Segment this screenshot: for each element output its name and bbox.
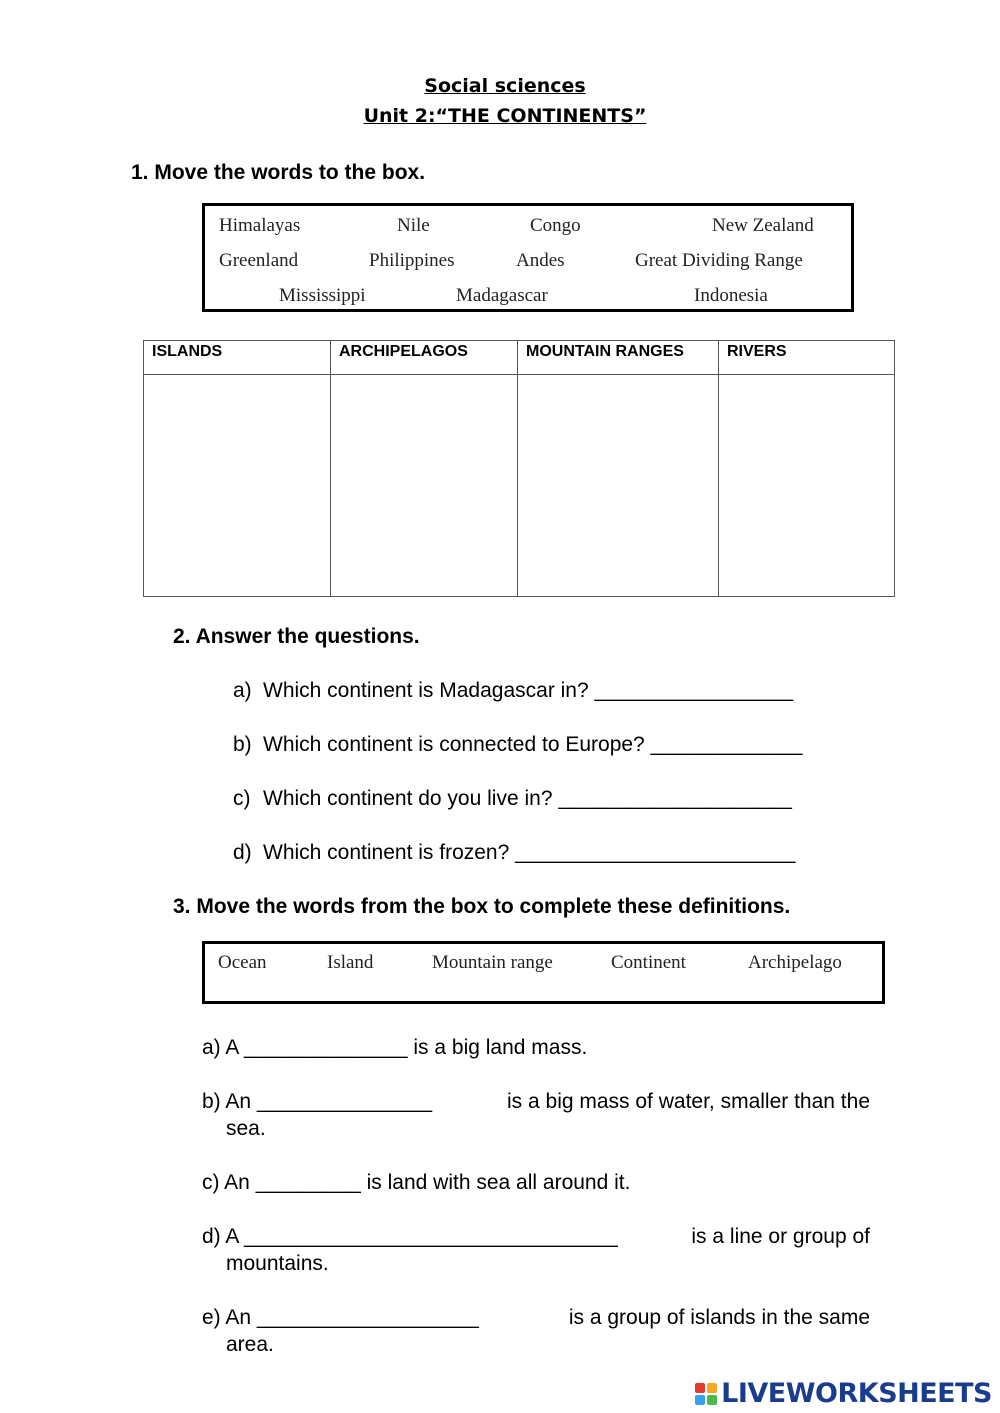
word-mississippi[interactable]: Mississippi xyxy=(279,285,366,306)
word-andes[interactable]: Andes xyxy=(516,250,565,271)
question-label: b) xyxy=(233,733,252,756)
word-archipelago[interactable]: Archipelago xyxy=(748,952,842,973)
word-nile[interactable]: Nile xyxy=(397,215,430,236)
definition-line xyxy=(202,1304,870,1331)
section1-heading: 1. Move the words to the box. xyxy=(131,161,426,184)
definition-continuation: area. xyxy=(226,1333,274,1356)
definition-blank: b) An _______________ xyxy=(202,1090,433,1113)
word-mountain-range[interactable]: Mountain range xyxy=(432,952,553,973)
definition-text: is a line or group of xyxy=(691,1225,870,1248)
word-indonesia[interactable]: Indonesia xyxy=(694,285,768,306)
definition-line xyxy=(202,1223,870,1250)
definition-b[interactable] xyxy=(202,1088,870,1142)
question-label: c) xyxy=(233,787,251,810)
definition-d[interactable] xyxy=(202,1223,870,1277)
header-islands: ISLANDS xyxy=(144,341,331,375)
definition-continuation: sea. xyxy=(226,1117,266,1140)
question-text[interactable]: Which continent is connected to Europe? _____________ xyxy=(263,733,803,756)
word-congo[interactable]: Congo xyxy=(530,215,581,236)
definition-e[interactable] xyxy=(202,1304,870,1358)
definition-blank: e) An ___________________ xyxy=(202,1306,479,1329)
definition-continuation: mountains. xyxy=(226,1252,329,1275)
word-philippines[interactable]: Philippines xyxy=(369,250,455,271)
word-great-dividing-range[interactable]: Great Dividing Range xyxy=(635,250,803,271)
sorting-table xyxy=(143,340,895,597)
drop-zone-rivers[interactable] xyxy=(719,375,895,597)
definition-line xyxy=(202,1088,870,1115)
header-rivers: RIVERS xyxy=(719,341,895,375)
header-mountain-ranges: MOUNTAIN RANGES xyxy=(518,341,719,375)
question-label: a) xyxy=(233,679,252,702)
question-text[interactable]: Which continent do you live in? ____________________ xyxy=(263,787,792,810)
word-ocean[interactable]: Ocean xyxy=(218,952,267,973)
section3-heading: 3. Move the words from the box to complete these definitions. xyxy=(173,895,791,918)
drop-zone-archipelagos[interactable] xyxy=(331,375,518,597)
unit-title: Unit 2:“THE CONTINENTS” xyxy=(363,105,647,127)
subject-title: Social sciences xyxy=(424,75,586,97)
definition-text: is a big mass of water, smaller than the xyxy=(507,1090,870,1113)
logo-text: LIVEWORKSHEETS xyxy=(721,1378,992,1409)
definition-c[interactable] xyxy=(202,1169,870,1196)
word-bank-2 xyxy=(202,941,885,1004)
question-b xyxy=(233,733,802,757)
liveworksheets-logo xyxy=(695,1378,992,1409)
logo-icon xyxy=(695,1383,717,1405)
question-text[interactable]: Which continent is Madagascar in? _________________ xyxy=(263,679,794,702)
word-continent[interactable]: Continent xyxy=(611,952,686,973)
word-himalayas[interactable]: Himalayas xyxy=(219,215,301,236)
definition-text: c) An _________ is land with sea all around it. xyxy=(202,1171,631,1194)
header-archipelagos: ARCHIPELAGOS xyxy=(331,341,518,375)
word-new-zealand[interactable]: New Zealand xyxy=(712,215,814,236)
question-label: d) xyxy=(233,841,252,864)
word-bank-1 xyxy=(202,203,854,312)
question-a xyxy=(233,679,793,703)
definition-text: is a group of islands in the same xyxy=(568,1306,870,1329)
definition-text: a) A ______________ is a big land mass. xyxy=(202,1036,588,1059)
drop-zone-mountain-ranges[interactable] xyxy=(518,375,719,597)
word-island[interactable]: Island xyxy=(327,952,374,973)
section2-heading: 2. Answer the questions. xyxy=(173,625,420,648)
drop-zone-islands[interactable] xyxy=(144,375,331,597)
word-greenland[interactable]: Greenland xyxy=(219,250,299,271)
question-text[interactable]: Which continent is frozen? ________________________ xyxy=(263,841,796,864)
question-c xyxy=(233,787,792,811)
definition-blank: d) A ________________________________ xyxy=(202,1225,618,1248)
question-d xyxy=(233,841,795,865)
word-madagascar[interactable]: Madagascar xyxy=(456,285,548,306)
definition-a[interactable] xyxy=(202,1034,870,1061)
